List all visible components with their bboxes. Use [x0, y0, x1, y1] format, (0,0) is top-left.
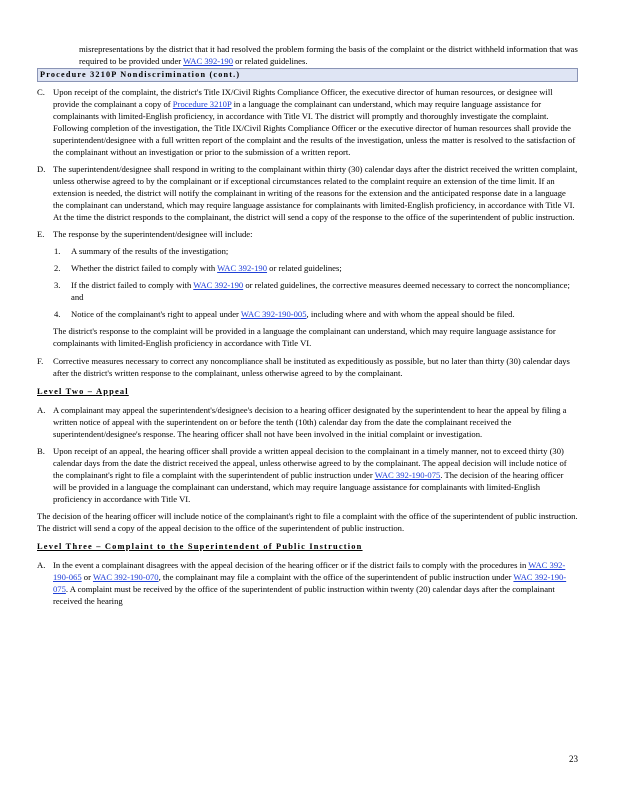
level-two-heading: Level Two – Appeal — [37, 387, 129, 396]
list-item — [37, 279, 578, 303]
paragraph-text: or related guidelines. — [233, 56, 308, 66]
section-marker: D. — [37, 164, 46, 174]
wac-link[interactable]: WAC 392-190 — [193, 280, 244, 290]
list-marker: 1. — [54, 246, 61, 256]
level-two-b — [37, 445, 578, 505]
section-marker: A. — [37, 560, 46, 570]
list-item — [37, 308, 578, 320]
wac-link[interactable]: WAC 392-190-075 — [53, 572, 567, 594]
procedure-link[interactable]: Procedure 3210P — [172, 99, 232, 109]
level-three-a — [37, 559, 578, 607]
list-text: A summary of the results of the investigation; — [71, 246, 229, 256]
section-d — [37, 163, 578, 223]
section-marker: B. — [37, 446, 45, 456]
section-e-closing: The district's response to the complaint will be provided in a language the complainant can understand, which may require language assistance for complainants with limited-English proficiency in accordance with Title VI. — [53, 326, 556, 348]
wac-link[interactable]: WAC 392-190-070 — [92, 572, 159, 582]
section-marker: F. — [37, 356, 44, 366]
wac-link[interactable]: WAC 392-190-065 — [53, 560, 566, 582]
list-text: , including where and with whom the appeal should be filed. — [306, 309, 515, 319]
paragraph-text: . The decision of the hearing officer will be provided in a language the complainant can understand, which may require language assistance for complainants with limited-English proficiency in accordance with Title VI. — [53, 470, 564, 504]
paragraph-text: , the complainant may file a complaint with the office of the superintendent of public instruction under — [158, 572, 514, 582]
paragraph-text: The superintendent/designee shall respond in writing to the complainant within thirty (30) calendar days after the district received the written complaint, unless otherwise agreed to by the complainant or if exceptional circumstances related to the complaint require an extension of the time limit. If an extension is needed, the district will notify the complainant in writing of the reasons for the extension and the anticipated response date in a language the complainant can understand, which may require language assistance for complainants with limited-English proficiency, in accordance with Title VI. At the time the district responds to the complainant, the district will send a copy of the response to the office of the superintendent of public instruction. — [53, 164, 578, 222]
section-marker: A. — [37, 405, 46, 415]
procedure-header-band: Procedure 3210P Nondiscrimination (cont.) — [37, 68, 578, 82]
paragraph-text: in a language the complainant can understand, which may require language assistance for complainants with limited-English proficiency, in accordance with Title VI. The district will promptly and thoroughly investigate the complaint. Following completion of the investigation, the Title IX/Civil Rights Compliance Officer or the executive director of human resources shall provide the superintendent/designee with a full written report of the complaint and the results of the investigation, unless the matter is resolved to the satisfaction of the complainant without an investigation or prior to the submission of a written report. — [53, 99, 576, 157]
wac-link[interactable]: WAC 392-190-075 — [374, 470, 441, 480]
list-text: Whether the district failed to comply with — [71, 263, 218, 273]
list-marker: 3. — [54, 280, 61, 290]
level-two-closing: The decision of the hearing officer will include notice of the complainant's right to file a complaint with the office of the superintendent of public instruction. The district will send a copy of the appeal decision to the office of the superintendent of public instruction. — [37, 511, 578, 533]
list-item — [37, 262, 578, 274]
page-number: 23 — [569, 754, 578, 764]
wac-link[interactable]: WAC 392-190 — [183, 56, 234, 66]
list-text: or related guidelines; — [267, 263, 342, 273]
list-text: Notice of the complainant's right to appeal under — [71, 309, 241, 319]
paragraph-text: Upon receipt of the complaint, the district's Title IX/Civil Rights Compliance Officer, the executive director of human resources, or designee will provide the complainant a copy of — [53, 87, 553, 109]
paragraph-text: Upon receipt of an appeal, the hearing officer shall provide a written appeal decision to the complainant in a timely manner, not to exceed thirty (30) calendar days from the date the district received the appeal, unless otherwise agreed to by the complainant. The appeal decision will include notice of the complainant's right to file a complaint with the superintendent of public instruction under — [53, 446, 567, 480]
section-c — [37, 86, 578, 158]
paragraph-text: . A complaint must be received by the office of the superintendent of public instruction within twenty (20) calendar days after the complainant received the hearing — [53, 584, 555, 606]
section-f — [37, 355, 578, 379]
level-two-a — [37, 404, 578, 440]
paragraph-text: or — [81, 572, 93, 582]
paragraph-text: Corrective measures necessary to correct any noncompliance shall be instituted as expeditiously as possible, but no later than thirty (30) calendar days after the district's written response to the complainant, unless otherwise agreed to by the complainant. — [53, 356, 570, 378]
section-e — [37, 228, 578, 240]
section-marker: E. — [37, 229, 45, 239]
section-marker: C. — [37, 87, 45, 97]
list-marker: 2. — [54, 263, 61, 273]
wac-link[interactable]: WAC 392-190-005 — [240, 309, 307, 319]
paragraph-text: In the event a complainant disagrees with the appeal decision of the hearing officer or if the district fails to comply with the procedures in — [53, 560, 529, 570]
list-marker: 4. — [54, 309, 61, 319]
continued-paragraph — [79, 43, 578, 67]
paragraph-text: A complainant may appeal the superintendent's/designee's decision to a hearing officer designated by the superintendent to hear the appeal by filing a written notice of appeal with the superintendent on or before the tenth (10th) calendar day from the date the complainant received the superintendent/designee's response. The hearing officer shall not have been involved in the initial complaint or investigation. — [53, 405, 567, 439]
wac-link[interactable]: WAC 392-190 — [217, 263, 268, 273]
level-three-heading: Level Three – Complaint to the Superintendent of Public Instruction — [37, 542, 363, 551]
list-text: If the district failed to comply with — [71, 280, 194, 290]
list-item — [37, 245, 578, 257]
list-text: or related guidelines, the corrective measures deemed necessary to correct the noncompliance; and — [71, 280, 570, 302]
paragraph-text: misrepresentations by the district that it had resolved the problem forming the basis of the complaint or the district withheld information that was required to be provided under — [79, 44, 578, 66]
paragraph-text: The response by the superintendent/designee will include: — [53, 229, 253, 239]
